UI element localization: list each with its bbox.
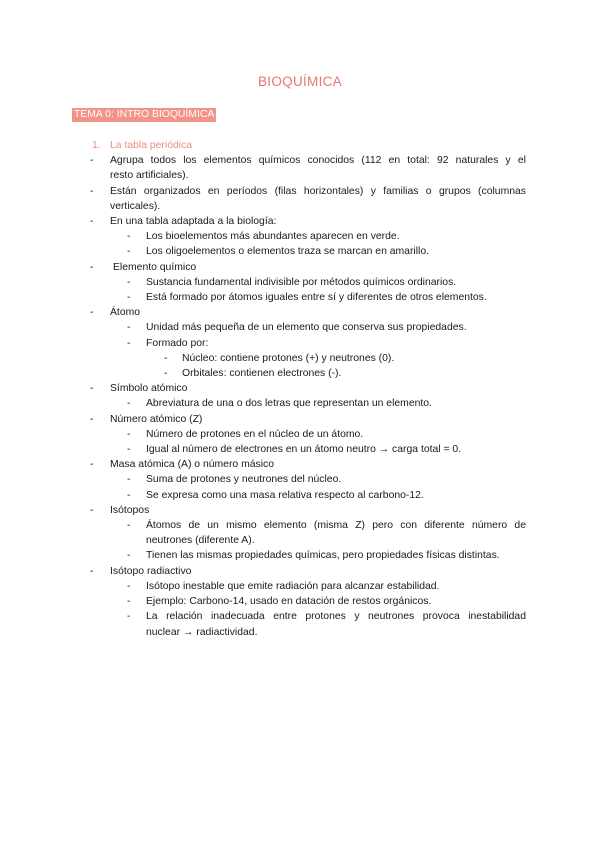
dash-bullet: - bbox=[90, 307, 94, 319]
list-item-text: Átomos de un mismo elemento (misma Z) pero con diferente número de bbox=[146, 520, 526, 532]
list-item bbox=[0, 442, 600, 457]
list-item-text: Sustancia fundamental indivisible por métodos químicos ordinarios. bbox=[146, 276, 457, 288]
list-item bbox=[0, 412, 600, 427]
dash-bullet: - bbox=[90, 216, 94, 228]
list-item bbox=[0, 275, 600, 290]
list-item-text: Isótopos bbox=[110, 504, 150, 516]
list-item-text: verticales). bbox=[110, 200, 161, 212]
list-item-text: Átomo bbox=[110, 307, 141, 319]
list-item bbox=[0, 381, 600, 396]
list-item-text: Agrupa todos los elementos químicos conocidos (112 en total: 92 naturales y el bbox=[110, 155, 526, 167]
list-item bbox=[0, 214, 600, 229]
dash-bullet: - bbox=[90, 504, 94, 516]
list-item-text: nuclear → radiactividad. bbox=[146, 626, 258, 638]
dash-bullet: - bbox=[164, 352, 168, 364]
list-item-text: Tienen las mismas propiedades químicas, pero propiedades físicas distintas. bbox=[146, 550, 500, 562]
list-item bbox=[0, 579, 600, 594]
list-item bbox=[0, 290, 600, 305]
list-item-text: Masa atómica (A) o número másico bbox=[110, 459, 274, 471]
dash-bullet: - bbox=[90, 413, 94, 425]
list-item bbox=[0, 427, 600, 442]
list-item-text: Unidad más pequeña de un elemento que conserva sus propiedades. bbox=[146, 322, 467, 334]
subsection-heading bbox=[0, 138, 600, 153]
list-item-text: Ejemplo: Carbono-14, usado en datación de restos orgánicos. bbox=[146, 596, 432, 608]
list-item bbox=[0, 244, 600, 259]
list-item bbox=[0, 548, 600, 563]
subsection-label: La tabla periódica bbox=[110, 140, 193, 151]
list-item bbox=[0, 396, 600, 411]
list-item-text: Isótopo inestable que emite radiación para alcanzar estabilidad. bbox=[146, 580, 440, 592]
notes-list bbox=[0, 138, 600, 640]
list-item-text: Los oligoelementos o elementos traza se marcan en amarillo. bbox=[146, 246, 430, 258]
dash-bullet: - bbox=[164, 368, 168, 380]
list-item bbox=[0, 153, 600, 183]
list-item-text: contiene protones (+) y neutrones (0). bbox=[220, 352, 395, 364]
dash-bullet: - bbox=[127, 276, 131, 288]
dash-bullet: - bbox=[127, 292, 131, 304]
list-item bbox=[0, 336, 600, 351]
section-heading: TEMA 0: INTRO BIOQUÍMICA bbox=[74, 109, 215, 120]
list-item bbox=[0, 609, 600, 639]
dash-bullet: - bbox=[127, 322, 131, 334]
list-item bbox=[0, 503, 600, 518]
dash-bullet: - bbox=[90, 459, 94, 471]
list-item-text: Suma de protones y neutrones del núcleo. bbox=[146, 474, 342, 486]
list-item-text: Formado por: bbox=[146, 337, 209, 349]
dash-bullet: - bbox=[127, 428, 131, 440]
dash-bullet: - bbox=[90, 155, 94, 167]
list-item bbox=[0, 229, 600, 244]
page-title: BIOQUÍMICA bbox=[257, 74, 342, 89]
dash-bullet: - bbox=[127, 580, 131, 592]
list-item-text: contienen electrones (-). bbox=[229, 368, 342, 380]
list-item-text: La relación inadecuada entre protones y neutrones provoca inestabilidad bbox=[146, 611, 526, 623]
list-item-text: Está formado por átomos iguales entre sí y diferentes de otros elementos. bbox=[146, 292, 487, 304]
dash-bullet: - bbox=[127, 231, 131, 243]
list-item-text: Símbolo atómico bbox=[110, 383, 188, 395]
list-item bbox=[0, 320, 600, 335]
dash-bullet: - bbox=[90, 261, 94, 273]
subsection-number: 1. bbox=[92, 140, 101, 151]
dash-bullet: - bbox=[127, 489, 131, 501]
list-item-text: Número de protones en el núcleo de un átomo. bbox=[146, 428, 364, 440]
dash-bullet: - bbox=[127, 444, 131, 456]
list-item-text: resto artificiales). bbox=[110, 170, 189, 182]
list-item-text: Los bioelementos más abundantes aparecen en verde. bbox=[146, 231, 400, 243]
dash-bullet: - bbox=[90, 565, 94, 577]
list-item-text: neutrones (diferente A). bbox=[146, 535, 255, 547]
list-item-text: Isótopo radiactivo bbox=[110, 565, 192, 577]
list-item-text: Elemento químico bbox=[113, 261, 197, 273]
dash-bullet: - bbox=[127, 246, 131, 258]
list-item bbox=[0, 472, 600, 487]
dash-bullet: - bbox=[127, 474, 131, 486]
dash-bullet: - bbox=[90, 383, 94, 395]
list-item-text: Número atómico (Z) bbox=[110, 413, 203, 425]
list-item bbox=[0, 564, 600, 579]
term: Orbitales: bbox=[182, 368, 227, 380]
list-item bbox=[0, 457, 600, 472]
dash-bullet: - bbox=[127, 398, 131, 410]
list-item-text: En una tabla adaptada a la biología: bbox=[110, 216, 277, 228]
list-item bbox=[0, 488, 600, 503]
list-item bbox=[0, 305, 600, 320]
list-item bbox=[0, 518, 600, 548]
dash-bullet: - bbox=[127, 520, 131, 532]
list-item bbox=[0, 184, 600, 214]
list-item bbox=[0, 594, 600, 609]
list-item bbox=[0, 260, 600, 275]
list-item-text: Se expresa como una masa relativa respecto al carbono-12. bbox=[146, 489, 424, 501]
list-item bbox=[0, 366, 600, 381]
list-item-text: Igual al número de electrones en un átomo neutro → carga total = 0. bbox=[146, 444, 462, 456]
dash-bullet: - bbox=[127, 550, 131, 562]
list-item-text: Abreviatura de una o dos letras que representan un elemento. bbox=[146, 398, 432, 410]
list-item bbox=[0, 351, 600, 366]
dash-bullet: - bbox=[127, 596, 131, 608]
dash-bullet: - bbox=[127, 337, 131, 349]
dash-bullet: - bbox=[127, 611, 131, 623]
term: Núcleo: bbox=[182, 352, 218, 364]
list-item-text: Están organizados en períodos (filas horizontales) y familias o grupos (columnas bbox=[110, 185, 526, 197]
dash-bullet: - bbox=[90, 185, 94, 197]
